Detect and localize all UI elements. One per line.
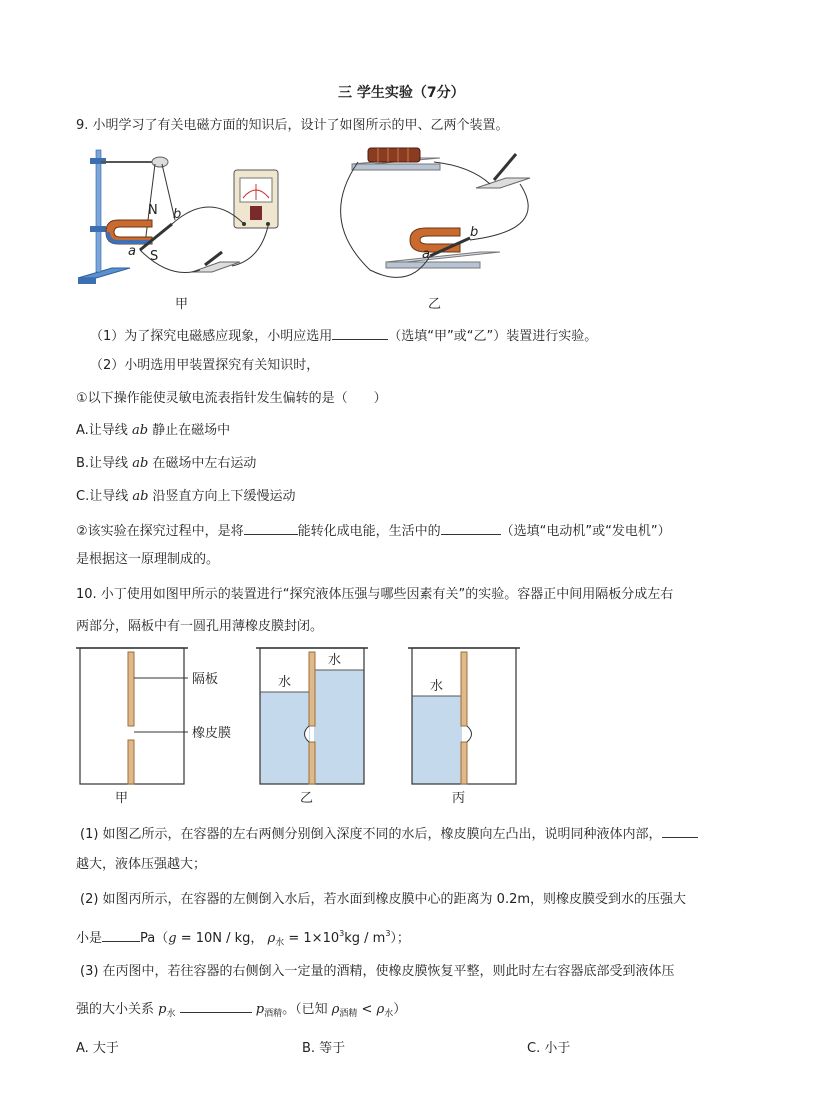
q10-option-a[interactable]: A. 大于 <box>76 1041 119 1056</box>
q10-blank-3[interactable] <box>180 998 252 1013</box>
q9-blank-1[interactable] <box>332 325 388 340</box>
q9-option-c[interactable]: C.让导线 ab 沿竖直方向上下缓慢运动 <box>76 489 296 504</box>
label-water-bing: 水 <box>430 679 444 694</box>
label-S: S <box>150 249 159 264</box>
q9-part2-2-cont: 是根据这一原理制成的。 <box>76 552 220 567</box>
q9-option-a[interactable]: A.让导线 ab 静止在磁场中 <box>76 423 231 438</box>
q10-option-c[interactable]: C. 小于 <box>527 1041 571 1056</box>
q10-figure-bing <box>410 644 520 786</box>
fig-label-jia: 甲 <box>175 297 189 312</box>
label-partition: 隔板 <box>192 672 219 687</box>
svg-text:b: b <box>470 225 479 240</box>
q9-figure-yi <box>330 140 550 300</box>
q9-part2-1: ①以下操作能使灵敏电流表指针发生偏转的是（ ） <box>76 391 387 406</box>
q10-part1-cont: 越大，液体压强越大； <box>76 857 207 872</box>
q10-fig-label-bing: 丙 <box>452 791 466 806</box>
fig-label-yi: 乙 <box>428 297 442 312</box>
q10-fig-label-jia: 甲 <box>115 791 129 806</box>
q10-stem-1: 10. 小丁使用如图甲所示的装置进行“探究液体压强与哪些因素有关”的实验。容器正中间用隔板分成左右 <box>76 587 674 602</box>
label-water-yi-left: 水 <box>278 675 292 690</box>
q9-part2-2: ②该实验在探究过程中，是将 能转化成电能，生活中的 （选填“电动机”或“发电机”） <box>76 520 671 541</box>
svg-text:a: a <box>422 247 430 262</box>
label-water-yi-right: 水 <box>328 653 342 668</box>
q9-figure-jia <box>60 140 280 310</box>
label-N: N <box>148 203 158 218</box>
q10-part2: (2) 如图丙所示，在容器的左侧倒入水后，若水面到橡皮膜中心的距离为 0.2m，则橡皮膜受到水的压强大 <box>80 892 687 907</box>
section-title: 三 学生实验（7分） <box>338 85 465 101</box>
q10-fig-label-yi: 乙 <box>300 791 314 806</box>
q9-blank-2[interactable] <box>244 520 298 535</box>
q10-blank-1[interactable] <box>662 823 698 838</box>
q10-part3-cont: 强的大小关系 $p_水$ $p_{酒精}$。（已知 $\rho_{酒精} < \rho_水$） <box>76 998 406 1023</box>
q10-part2-cont: 小是 Pa（g = 10N / kg， $\rho_水 = 1\times 10^3kg / m^3$）； <box>76 929 410 948</box>
q10-stem-2: 两部分，隔板中有一圆孔用薄橡皮膜封闭。 <box>76 619 324 634</box>
label-membrane: 橡皮膜 <box>192 726 232 741</box>
q10-part1: (1) 如图乙所示，在容器的左右两侧分别倒入深度不同的水后，橡皮膜向左凸出，说明同种液体内部， <box>80 823 698 844</box>
q9-part2: （2）小明选用甲装置探究有关知识时， <box>90 358 320 373</box>
q9-stem: 9. 小明学习了有关电磁方面的知识后，设计了如图所示的甲、乙两个装置。 <box>76 118 509 133</box>
label-a: a <box>128 244 136 259</box>
label-b: b <box>173 207 182 222</box>
q10-part3: (3) 在丙图中，若往容器的右侧倒入一定量的酒精，使橡皮膜恢复平整，则此时左右容器底部受到液体压 <box>80 964 675 979</box>
q10-figure-jia <box>76 644 246 786</box>
q9-part1: （1）为了探究电磁感应现象，小明应选用 （选填“甲”或“乙”）装置进行实验。 <box>90 325 597 346</box>
q10-option-b[interactable]: B. 等于 <box>302 1041 346 1056</box>
q9-blank-3[interactable] <box>441 520 501 535</box>
q10-figure-yi <box>258 644 368 786</box>
q9-option-b[interactable]: B.让导线 ab 在磁场中左右运动 <box>76 456 257 471</box>
q10-blank-2[interactable] <box>102 927 140 942</box>
